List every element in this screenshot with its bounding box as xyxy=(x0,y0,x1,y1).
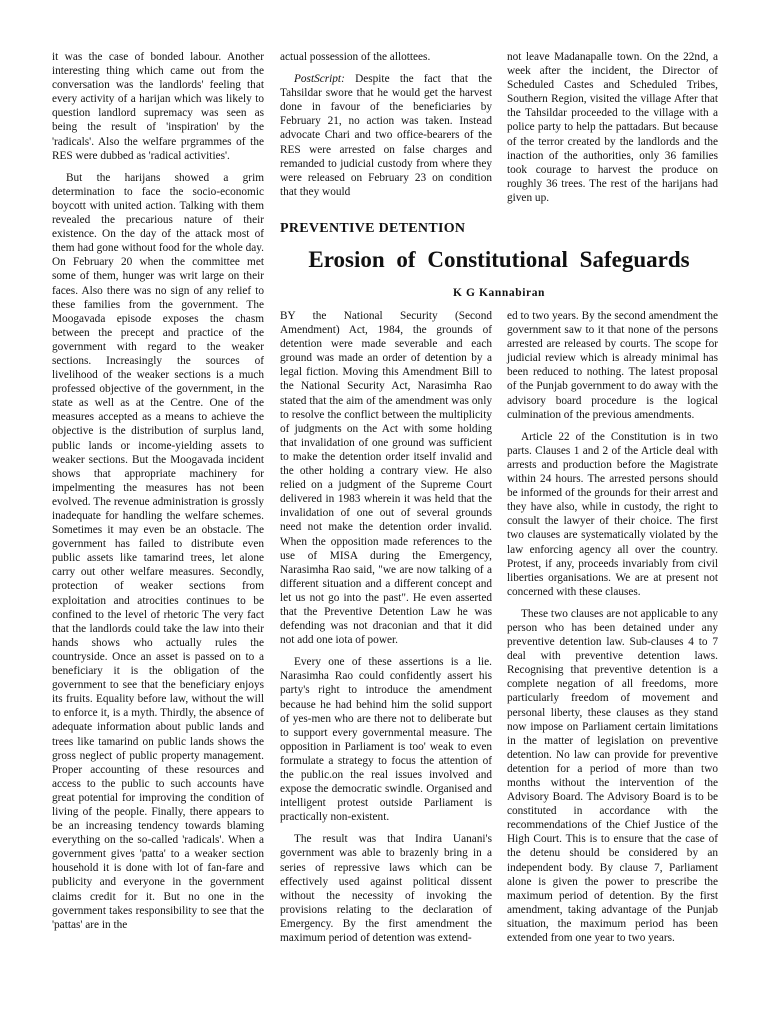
paragraph: it was the case of bonded labour. Another interesting thing which came out from the conversation was the landlords' feeling that every activity of a harijan which was likely to question landlord supremacy was seen as being the result of 'inspiration' by the 'radicals'. Also the welfare prgrammes of the RES were dubbed as 'radical activities'. xyxy=(52,51,264,162)
paragraph: Article 22 of the Constitution is in two parts. Clauses 1 and 2 of the Article deal with arrests and production before the Magistrate within 24 hours. The arrested persons should be informed of the grounds for their arrest and they have also, while in custody, the right to consult the lawyer of their choice. The first two clauses are systematically violated by the law enforcing agency all over the country. Protest, if any, proceeds invariably from civil liberties organisations. We are at present not concerned with these clauses. xyxy=(507,430,718,598)
middle-top-column xyxy=(280,50,492,199)
postscript-label: PostScript: xyxy=(294,73,345,86)
paragraph: But the harijans showed a grim determination to face the socio-economic boycott with united action. Talking with them revealed the precarious nature of their existence. On the day of the attack most of them had gone without food for the whole day. On February 20 when the committee met some of them, hunger was writ large on their faces. Also there was no sign of any relief to these families from the government. The Moogavada episode exposes the chasm between the precept and practice of the government with regard to the weaker sections. Increasingly the sources of livelihood of the weaker sections is a much professed objective of the government, in the state as well as at the Centre. One of the measures accepted as a means to achieve the objective is the distribution of surplus land, public lands or income-yielding assets to weaker sections. But the Moogavada incident shows that appropriate machinery for impelmenting the measures has not been evolved. The revenue administration is grossly inadequate for handling the welfare schemes. Sometimes it may even be an obstacle. The government has failed to distribute even public assets like tamarind trees, let alone carry out other welfare measures. Secondly, protection of weaker sections from exploitation and atrocities continues to be confined to the level of rhetoric The very fact that the landlords could take the law into their hands shows who actually rules the countryside. Once an asset is passed on to a beneficiary it is the obligation of the government to see that the beneficiary enjoys its fruits. Equality before law, without the will to enforce it, is a myth. Thirdly, the absence of adequate information about public lands and trees like tamarind on public lands shows the gross neglect of public property management. Proper accounting of these resources and access to the public to such accounts have great potential for improving the condition of living of the people. Finally, there appears to be an increasing tendency towards blaming everything on the so-called 'radicals'. When a government gives 'patta' to a weaker section household it is done with lot of fan-fare and publicity and everyone in the government claims credit for it. But no one in the government takes responsibility to see that the 'pattas' are in the xyxy=(52,171,264,931)
paragraph: ed to two years. By the second amendment the government saw to it that none of the persons arrested are released by courts. The scope for judicial review which is already minimal has been reduced to nothing. The latest proposal of the Punjab government to do away with the advisory board procedure is the logical culmination of the previous amendments. xyxy=(507,310,718,421)
continuation-line: actual possession of the allottees. xyxy=(280,51,431,63)
article-middle-column xyxy=(280,309,492,945)
section-heading: PREVENTIVE DETENTION xyxy=(280,221,466,236)
paragraph: Every one of these assertions is a lie. Narasimha Rao could confidently assert his party's right to introduce the amendment because he had behind him the solid support of yes-men who are there not to deliberate but to support every governmental measure. The opposition in Parliament is too' weak to even formulate a strategy to focus the attention of the public.on the real issues involved and expose the democratic swindle. Organised and intelligent protest outside Parliament is practically non-existent. xyxy=(280,656,492,824)
left-text-column xyxy=(52,50,264,932)
paragraph: BY the National Security (Second Amendment) Act, 1984, the grounds of detention were made severable and each ground was made an order of detention by a legal fiction. Moving this Amendment Bill to the National Security Act, Narasimha Rao stated that the aim of the amendment was only to resolve the conflict between the multiplicity of judgments on the Act with some holding that invalidation of one ground was sufficient to make the detention order itself invalid and the other holding a contrary view. He also relied on a judgment of the Supreme Court delivered in 1983 wherein it was held that the invalidation of one out of several grounds need not make the detention order invalid. When the opposition made references to the use of MISA during the Emergency, Narasimha Rao said, "we are now talking of a different situation and a different concept and let us not go into the past". He even asserted that the Preventive Detention Law he was defending was not draconian and that it did not add one iota of power. xyxy=(280,310,492,647)
paragraph: not leave Madanapalle town. On the 22nd, a week after the incident, the Director of Scheduled Castes and Scheduled Tribes, Southern Region, visited the village After that the Tahsildar proceeded to the village with a police party to help the pattadars. But because of the terror created by the landlords and the inaction of the authorities, only 36 families took courage to harvest the produce on roughly 36 trees. The rest of the harijans had given up. xyxy=(507,51,718,204)
article-right-column xyxy=(507,309,718,945)
postscript-paragraph xyxy=(280,72,492,199)
right-top-column xyxy=(507,50,718,205)
paragraph: These two clauses are not applicable to any person who has been detained under any preventive detention law. Sub-clauses 4 to 7 deal with preventive detention laws. Recognising that preventive detention is a complete negation of all freedoms, more particularly freedom of movement and personal liberty, these clauses as they stand now impose on Parliament certain limitations in the matter of legislation on preventive detention. No law can provide for preventive detention for a period of more than two months without the intervention of the Advisory Board. The Advisory Board is to be constituted in accordance with the recommendations of the Chief Justice of the High Court. This is to ensure that the case of the detenu should be considered by an independent body. By clause 7, Parliament alone is given the power to prescribe the maximum period of detention. By the first amendment, taking advantage of the Punjab situation, the maximum period has been extended from one year to two years. xyxy=(507,607,718,945)
postscript-text: Despite the fact that the Tahsildar swore that he would get the harvest done in favour of the beneficiaries by February 21, no action was taken. Instead advocate Chari and two office-bearers of the RES were arrested on false charges and remanded to judicial custody from where they were released on February 23 on condition that they would xyxy=(280,73,492,198)
article-byline: K G Kannabiran xyxy=(452,287,546,299)
article-headline: Erosion of Constitutional Safeguards xyxy=(308,247,690,272)
paragraph: The result was that Indira Uanani's government was able to brazenly bring in a series of repressive laws which can be effectively used against political dissent without the necessity of invoking the provisions relating to the declaration of Emergency. By the first amendment the maximum period of detention was extend- xyxy=(280,833,492,945)
